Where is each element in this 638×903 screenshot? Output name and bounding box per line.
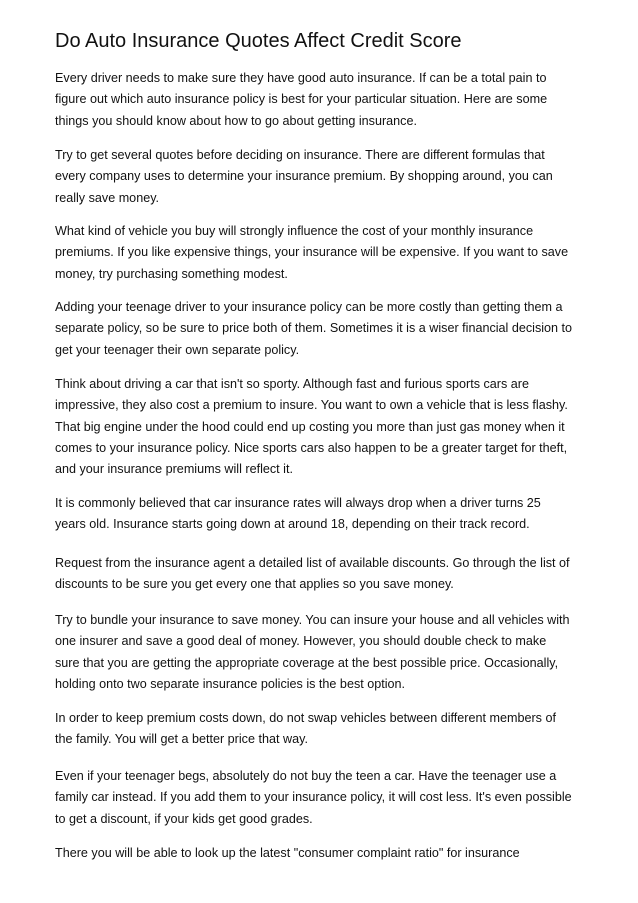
paragraph-line: Try to get several quotes before deciding on insurance. There are different formulas that: [55, 148, 545, 162]
paragraph-line: What kind of vehicle you buy will strongly influence the cost of your monthly insurance: [55, 224, 534, 238]
paragraph-complaint-ratio: [55, 843, 520, 864]
paragraph-age-rates: [55, 493, 541, 536]
paragraph-discounts: [55, 553, 570, 596]
paragraph-line: family car instead. If you add them to your insurance policy, it will cost less. It's even possible: [55, 790, 572, 805]
paragraph-line: In order to keep premium costs down, do not swap vehicles between different members of: [55, 711, 556, 725]
paragraph-line: premiums. If you like expensive things, your insurance will be expensive. If you want to save: [55, 245, 569, 260]
paragraph-line: years old. Insurance starts going down at around 18, depending on their track record.: [55, 517, 530, 532]
paragraph-line: really save money.: [55, 190, 160, 205]
paragraph-line: sure that you are getting the appropriate coverage at the best possible price. Occasionally,: [55, 655, 559, 670]
paragraph-line: discounts to be sure you get every one that applies so you save money.: [55, 577, 454, 592]
document-title: Do Auto Insurance Quotes Affect Credit Score: [55, 30, 462, 52]
paragraph-line: things you should know about how to go about getting insurance.: [55, 113, 417, 128]
paragraph-line: It is commonly believed that car insurance rates will always drop when a driver turns 25: [55, 496, 541, 510]
paragraph-line: Request from the insurance agent a detailed list of available discounts. Go through the list of: [55, 556, 570, 570]
paragraph-line: one insurer and save a good deal of money. However, you should double check to make: [55, 634, 547, 649]
paragraph-sports-car: [55, 374, 568, 480]
paragraph-line: Even if your teenager begs, absolutely do not buy the teen a car. Have the teenager use a: [55, 769, 557, 783]
paragraph-swap-vehicles: [55, 708, 556, 751]
paragraph-line: figure out which auto insurance policy is best for your particular situation. Here are some: [55, 92, 548, 107]
paragraph-line: holding onto two separate insurance policies is the best option.: [55, 676, 406, 691]
paragraph-line: Think about driving a car that isn't so sporty. Although fast and furious sports cars are: [55, 377, 529, 391]
paragraph-line: get your teenager their own separate policy.: [55, 342, 300, 357]
paragraph-line: every company uses to determine your insurance premium. By shopping around, you can: [55, 169, 553, 184]
paragraph-line: Adding your teenage driver to your insurance policy can be more costly than getting them a: [55, 300, 563, 314]
paragraph-line: to get a discount, if your kids get good grades.: [55, 811, 313, 826]
paragraph-line: Every driver needs to make sure they have good auto insurance. If can be a total pain to: [55, 71, 547, 85]
paragraph-line: impressive, they also cost a premium to insure. You want to own a vehicle that is less flashy.: [55, 398, 568, 413]
paragraph-line: money, try purchasing something modest.: [55, 266, 288, 281]
paragraph-line: comes to your insurance policy. Nice sports cars also happen to be a greater target for theft,: [55, 440, 568, 455]
paragraph-teen-car: [55, 766, 572, 830]
paragraph-line: Try to bundle your insurance to save money. You can insure your house and all vehicles with: [55, 613, 570, 627]
paragraph-intro: [55, 68, 547, 132]
paragraph-quotes: [55, 145, 553, 209]
paragraph-bundle: [55, 610, 570, 695]
paragraph-line: the family. You will get a better price that way.: [55, 732, 308, 747]
paragraph-teenage-driver: [55, 297, 572, 361]
paragraph-vehicle: [55, 221, 568, 285]
paragraph-line: and your insurance premiums will reflect it.: [55, 462, 293, 477]
paragraph-line: That big engine under the hood could end up costing you more than just gas money when it: [55, 419, 565, 434]
paragraph-line: separate policy, so be sure to price both of them. Sometimes it is a wiser financial decision to: [55, 321, 573, 336]
paragraph-line: There you will be able to look up the latest "consumer complaint ratio" for insurance: [55, 846, 520, 860]
